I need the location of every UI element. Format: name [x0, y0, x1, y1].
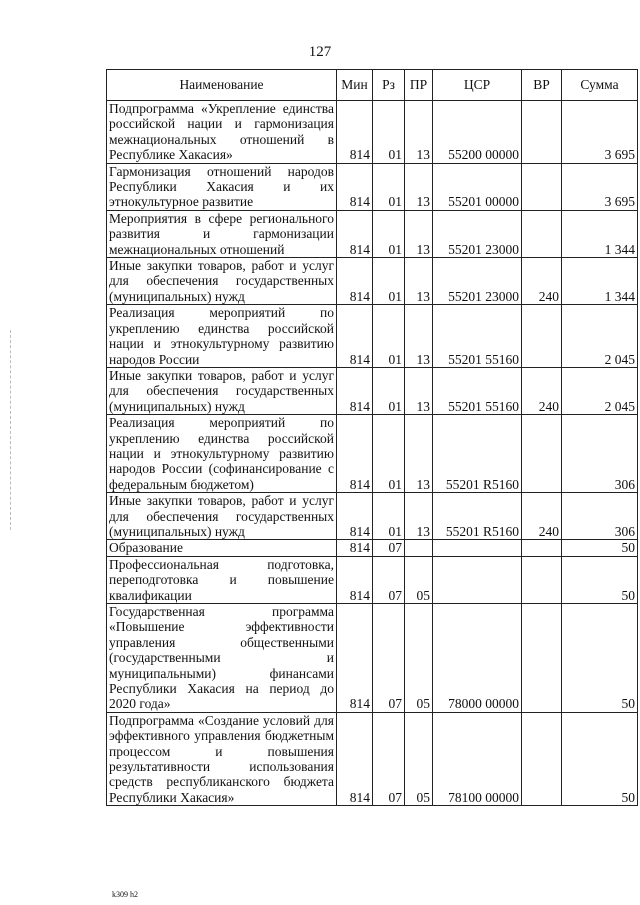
cell-name: Иные закупки товаров, работ и услуг для обеспечения государственных (муниципальных) нужд — [107, 367, 337, 414]
cell-vr — [522, 415, 562, 493]
cell-csr: 55201 00000 — [433, 163, 522, 210]
cell-rz: 01 — [373, 367, 405, 414]
cell-sum: 50 — [562, 556, 638, 603]
cell-min: 814 — [337, 556, 373, 603]
cell-pr: 05 — [405, 712, 433, 805]
cell-csr: 55200 00000 — [433, 101, 522, 164]
cell-csr: 78000 00000 — [433, 604, 522, 713]
cell-min: 814 — [337, 415, 373, 493]
cell-pr: 13 — [405, 415, 433, 493]
cell-vr: 240 — [522, 493, 562, 540]
cell-pr: 13 — [405, 493, 433, 540]
cell-pr: 13 — [405, 210, 433, 257]
cell-sum: 50 — [562, 604, 638, 713]
cell-vr — [522, 556, 562, 603]
cell-min: 814 — [337, 540, 373, 556]
table-row — [107, 415, 638, 493]
header-min: Мин — [337, 70, 373, 101]
table-row — [107, 367, 638, 414]
table-row — [107, 556, 638, 603]
table-row — [107, 604, 638, 713]
cell-rz: 07 — [373, 540, 405, 556]
cell-name: Реализация мероприятий по укреплению единства российской нации и этнокультурному развитию народов России (софинансирование с федеральным бюджетом) — [107, 415, 337, 493]
cell-name: Мероприятия в сфере регионального развития и гармонизации межнациональных отношений — [107, 210, 337, 257]
cell-sum: 1 344 — [562, 210, 638, 257]
cell-rz: 01 — [373, 258, 405, 305]
cell-sum: 306 — [562, 415, 638, 493]
cell-sum: 50 — [562, 712, 638, 805]
cell-vr — [522, 712, 562, 805]
cell-name: Иные закупки товаров, работ и услуг для обеспечения государственных (муниципальных) нужд — [107, 258, 337, 305]
cell-min: 814 — [337, 493, 373, 540]
header-name: Наименование — [107, 70, 337, 101]
table-row — [107, 712, 638, 805]
cell-rz: 01 — [373, 210, 405, 257]
cell-sum: 306 — [562, 493, 638, 540]
cell-vr — [522, 163, 562, 210]
table-row — [107, 493, 638, 540]
cell-rz: 07 — [373, 712, 405, 805]
cell-csr: 55201 55160 — [433, 305, 522, 368]
cell-min: 814 — [337, 210, 373, 257]
cell-min: 814 — [337, 305, 373, 368]
cell-name: Образование — [107, 540, 337, 556]
cell-csr — [433, 556, 522, 603]
cell-sum: 2 045 — [562, 305, 638, 368]
table-row — [107, 210, 638, 257]
cell-rz: 01 — [373, 163, 405, 210]
cell-name: Иные закупки товаров, работ и услуг для обеспечения государственных (муниципальных) нужд — [107, 493, 337, 540]
cell-csr: 55201 23000 — [433, 210, 522, 257]
table-row — [107, 101, 638, 164]
header-rz: Рз — [373, 70, 405, 101]
cell-name: Реализация мероприятий по укреплению единства российской нации и этнокультурному развитию народов России — [107, 305, 337, 368]
cell-name: Профессиональная подготовка, переподготовка и повышение квалификации — [107, 556, 337, 603]
cell-sum: 3 695 — [562, 101, 638, 164]
cell-rz: 01 — [373, 493, 405, 540]
cell-vr — [522, 210, 562, 257]
cell-min: 814 — [337, 367, 373, 414]
cell-name: Подпрограмма «Укрепление единства российской нации и гармонизация межнациональных отношений в Республике Хакасия» — [107, 101, 337, 164]
cell-name: Гармонизация отношений народов Республики Хакасия и их этнокультурное развитие — [107, 163, 337, 210]
cell-min: 814 — [337, 258, 373, 305]
cell-min: 814 — [337, 101, 373, 164]
table-row — [107, 305, 638, 368]
cell-sum: 2 045 — [562, 367, 638, 414]
cell-vr — [522, 305, 562, 368]
cell-rz: 01 — [373, 415, 405, 493]
cell-rz: 01 — [373, 101, 405, 164]
table-row — [107, 163, 638, 210]
cell-vr: 240 — [522, 367, 562, 414]
cell-min: 814 — [337, 604, 373, 713]
cell-sum: 3 695 — [562, 163, 638, 210]
cell-vr — [522, 604, 562, 713]
table-header-row — [107, 70, 638, 101]
cell-sum: 50 — [562, 540, 638, 556]
cell-vr: 240 — [522, 258, 562, 305]
header-sum: Сумма — [562, 70, 638, 101]
cell-pr: 13 — [405, 101, 433, 164]
scan-crop-mark — [10, 330, 11, 530]
cell-csr: 78100 00000 — [433, 712, 522, 805]
cell-pr — [405, 540, 433, 556]
cell-rz: 07 — [373, 556, 405, 603]
cell-vr — [522, 540, 562, 556]
cell-min: 814 — [337, 712, 373, 805]
cell-pr: 05 — [405, 604, 433, 713]
budget-table — [106, 69, 638, 806]
cell-csr: 55201 R5160 — [433, 415, 522, 493]
header-pr: ПР — [405, 70, 433, 101]
cell-name: Государственная программа «Повышение эффективности управления общественными (государственными и муниципальными) финансами Республики Хакасия на период до 2020 года» — [107, 604, 337, 713]
cell-pr: 13 — [405, 305, 433, 368]
cell-rz: 07 — [373, 604, 405, 713]
header-vr: ВР — [522, 70, 562, 101]
cell-csr — [433, 540, 522, 556]
cell-sum: 1 344 — [562, 258, 638, 305]
cell-pr: 13 — [405, 367, 433, 414]
footer-code: k309 h2 — [112, 890, 138, 899]
cell-csr: 55201 R5160 — [433, 493, 522, 540]
table-row — [107, 540, 638, 556]
page-number: 127 — [308, 44, 332, 60]
cell-pr: 05 — [405, 556, 433, 603]
cell-min: 814 — [337, 163, 373, 210]
cell-rz: 01 — [373, 305, 405, 368]
cell-vr — [522, 101, 562, 164]
cell-csr: 55201 55160 — [433, 367, 522, 414]
cell-pr: 13 — [405, 163, 433, 210]
cell-name: Подпрограмма «Создание условий для эффективного управления бюджетным процессом и повышения результативности использования средств республиканского бюджета Республики Хакасия» — [107, 712, 337, 805]
table-row — [107, 258, 638, 305]
cell-csr: 55201 23000 — [433, 258, 522, 305]
header-csr: ЦСР — [433, 70, 522, 101]
cell-pr: 13 — [405, 258, 433, 305]
